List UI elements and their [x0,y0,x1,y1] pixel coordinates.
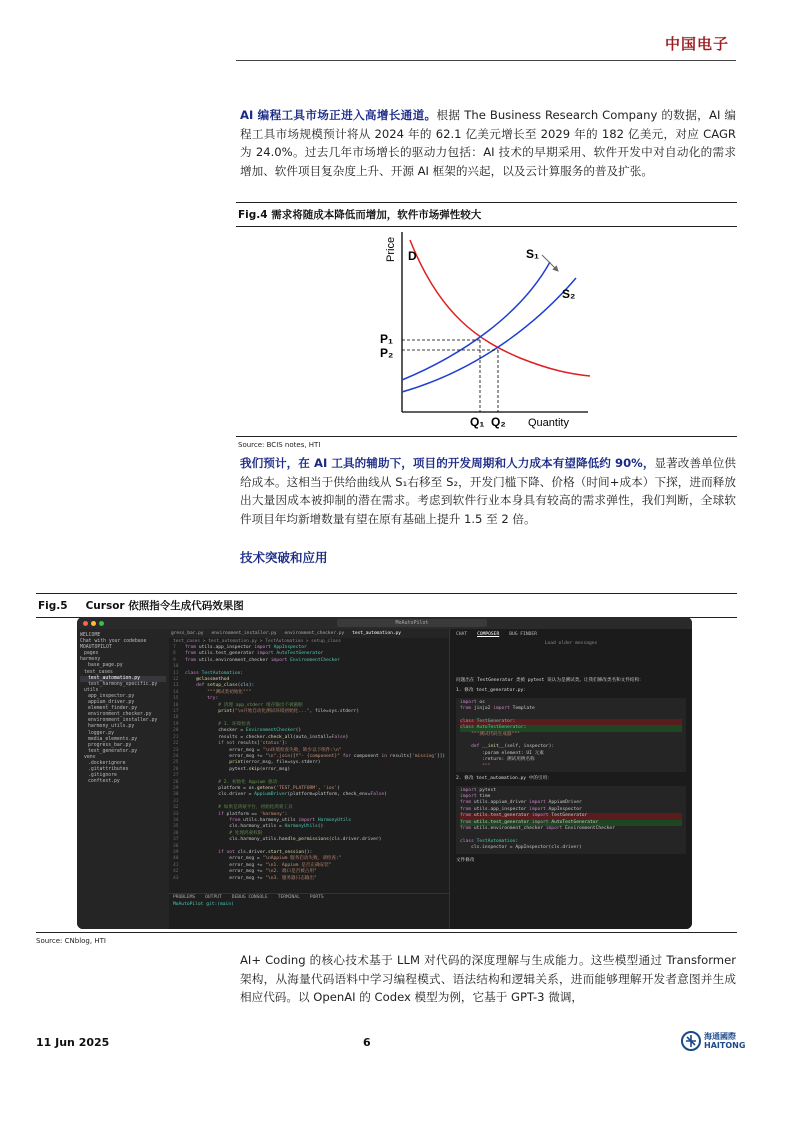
file-tree-item: media_elements.py [88,736,138,742]
ide-chat-tabs [456,632,686,638]
ide-code-block: 7 from utils.app_inspector import AppInspector 8 from utils.test_generator import AutoTestGenerator 9 from utils.environment_checker import EnvironmentChecker 10 11 class TestAutomation: 12 @classmethod 13 def setup_class(cls): 14 """测试类初始化""" 15 try: 16 # 清理 app_stderr 缓存输出不被截断 17 print("\n开始自动化测试环境初始化...", file=sys.stderr) 18 19 # 1. 环境检查 20 checker = EnvironmentChecker() 21 results = checker.check_all(auto_install=False) 22 if not results['status']: 23 error_msg = "\n环境检查失败，缺少以下组件:\n" 24 error_msg += "\n".join([f"- {component}" for component in results['missing']]) 25 print(error_msg, file=sys.stderr) 26 pytest.skip(error_msg) 27 28 # 2. 初始化 Appium 驱动 29 platform = os.getenv('TEST_PLATFORM', 'ios') 30 cls.driver = AppiumDriver(platform=platform, check_env=False) 31 32 # 如果是鸿蒙平台，初始化鸿蒙工具 33 if platform == 'harmony': 34 from utils.harmony_utils import HarmonyUtils 35 cls.harmony_utils = HarmonyUtils() 36 # 处理鸿蒙权限 37 cls.harmony_utils.handle_permissions(cls.driver.driver) 38 39 if not cls.driver.start_session(): 40 error_msg = "\nAppium 服务启动失败，请检查:" 41 error_msg += "\n1. Appium 是否正确安装" 42 error_msg += "\n2. 端口是否被占用" 43 error_msg += "\n3. 服务器日志输出" [173,645,446,881]
fig4-title: Fig.4 需求将随成本降低而增加，软件市场弹性较大 [236,202,737,227]
chat-tab: BUG FINDER [509,632,537,637]
chat-code-block-1: import os from jinja2 import Template class TestGenerator: class AutoTestGenerator: """测试代码生成器""" def __init__(self, inspector): :param element: UI 元素 :return: 测试用例名称 """ [456,698,686,772]
x-axis-label: Quantity [528,417,569,429]
logo-text-en: HAITONG [704,1041,746,1050]
section-heading: 技术突破和应用 [240,550,328,565]
chat-load-older: Load older messages [544,641,598,647]
cursor-ide-screenshot [77,617,692,929]
shift-arrow [542,255,558,271]
panel-tab: PORTS [309,895,324,900]
file-tree-item: base_page.py [88,663,123,669]
file-tree-item: app_inspector.py [88,693,135,699]
fig5-title [36,593,737,618]
file-tree-item: test_automation.py [80,676,166,682]
chat-message: 问题出在 TestGenerator 类被 pytest 误认为是测试类。让我们修改类名和文件结构： [456,677,644,683]
file-tree-item: test_harmony_specific.py [88,681,158,687]
file-tree-item: venv [84,754,96,760]
file-tree-item: element_finder.py [88,706,138,712]
chat-tab: COMPOSER [477,632,500,637]
fig5-label: Fig.5 [38,600,68,612]
chat-step-1: 1. 修改 test_generator.py： [456,688,528,694]
editor-tab: test_automation.py [352,631,401,636]
file-tree-item: .gitattributes [88,767,129,773]
minimize-dot-icon [91,621,96,626]
file-tree-item: utils [84,687,99,693]
ide-chat-panel [449,629,692,929]
file-tree-item: WELCOME [80,633,101,638]
ide-panel-tabs [173,894,449,901]
demand-curve [410,240,590,376]
file-tree-item: MOAUTOPILOT [80,645,112,651]
ide-search-box: MoAutoPilot [337,619,487,627]
file-tree-item: logger.py [88,730,114,736]
ide-bottom-panel [169,893,449,929]
q2-label: Q₂ [491,415,506,429]
paragraph-market-text: 根据 The Business Research Company 的数据，AI 编程工具市场规模预计将从 2024 年的 62.1 亿美元增长至 2029 年的 182 亿美元，对应 CAGR 为 24.0%。过去几年市场增长的驱动力包括：AI 技术的早期采用、软件开发中对自动化的需求增加、软件项目复杂度上升、开源 AI 框架的兴起，以及云计算服务的普及扩张。 [240,108,736,178]
supply-demand-chart [380,226,600,438]
chat-tab: CHAT [456,632,468,637]
haitong-logo [681,1030,757,1052]
page-number: 6 [363,1036,371,1049]
ide-editor [169,629,449,929]
panel-tab: TERMINAL [277,895,300,900]
panel-tab: OUTPUT [205,895,222,900]
paragraph-market [240,106,736,180]
p2-label: P₂ [380,346,394,360]
file-tree-item: .gitignore [88,773,117,779]
close-dot-icon [83,621,88,626]
file-tree-item: pages [84,651,99,657]
haitong-logo-icon [681,1031,701,1051]
file-tree-item: harmony_utils.py [88,724,135,730]
chat-code-block-2: import pytest import time from utils.appium_driver import AppiumDriver from utils.app_inspector import AppInspector from utils.test_generator import TestGenerator from utils.test_generator import AutoTestGenerator from utils.environment_checker import EnvironmentChecker class TestAutomation: cls.inspector = AppInspector(cls.driver) [456,786,686,854]
fig5-source: Source: CNblog, HTI [36,937,106,945]
p1-label: P₁ [380,332,393,346]
file-tree-item: environment_installer.py [88,718,158,724]
file-tree-item: harmony [80,657,101,663]
maximize-dot-icon [99,621,104,626]
ide-editor-tabs [169,629,449,638]
paragraph-forecast [240,454,736,528]
file-tree-item: Chat with your codebase [80,639,147,645]
panel-tab: PROBLEMS [173,895,196,900]
supply-curve-s1 [402,262,550,380]
header-divider [236,60,736,61]
y-axis-label: Price [385,236,397,262]
file-tree-item: progress_bar.py [88,742,132,748]
fig5-bottom-rule [36,932,737,933]
logo-text-cn: 海通國際 [704,1032,736,1041]
file-tree-item: environment_checker.py [88,712,152,718]
fig5-caption: Cursor 依照指令生成代码效果图 [85,600,244,612]
panel-tab: DEBUG CONSOLE [231,895,268,900]
paragraph-forecast-lead: 我们预计，在 AI 工具的辅助下，项目的开发周期和人力成本有望降低约 90%， [240,456,655,470]
file-tree-item: appium_driver.py [88,700,135,706]
fig4-bottom-rule [236,436,737,437]
editor-tab: gress_bar.py [171,631,204,636]
chat-step-2: 2. 修改 test_automation.py 中的引用： [456,776,552,782]
ide-titlebar [77,617,692,629]
file-tree-item: .dockerignore [88,760,126,766]
q1-label: Q₁ [470,415,485,429]
editor-tab: environment_installer.py [211,631,277,636]
footer-date: 11 Jun 2025 [36,1036,110,1049]
file-tree-item: test_generator.py [88,748,138,754]
ide-terminal-line: MoAutoPilot git:(main) [173,902,234,907]
ide-breadcrumb: test_cases > test_automation.py > TestAutomation > setup_class [173,639,341,644]
editor-tab: environment_checker.py [284,631,345,636]
s2-label: S₂ [562,287,576,301]
fig4-source: Source: BCIS notes, HTI [238,441,321,449]
demand-label: D [408,249,417,263]
paragraph-forecast-text: 显著改善单位供给成本。这相当于供给曲线从 S₁右移至 S₂，开发门槛下降、价格（时间+成本）下探，进而释放出大量因成本被抑制的潜在需求。考虑到软件行业本身具有较高的需求弹性，我们判断，全球软件项目年均新增数量有望在原有基础上提升 1.5 至 2 倍。 [240,456,736,526]
paragraph-market-lead: AI 编程工具市场正进入高增长通道。 [240,108,437,122]
chat-files-modified: 文件修改 [456,857,475,863]
file-tree-item: conftest.py [88,779,120,785]
paragraph-core-tech: AI+ Coding 的核心技术基于 LLM 对代码的深度理解与生成能力。这些模型通过 Transformer 架构，从海量代码语料中学习编程模式、语法结构和逻辑关系，进而能够理解开发者意图并生成相应代码。以 OpenAI 的 Codex 模型为例，它基于 GPT-3 微调， [240,953,736,1004]
header-brand: 中国电子 [664,35,729,53]
file-tree-item: test_cases [84,669,113,675]
ide-file-explorer [77,629,169,929]
supply-curve-s2 [402,278,576,392]
s1-label: S₁ [526,247,539,261]
